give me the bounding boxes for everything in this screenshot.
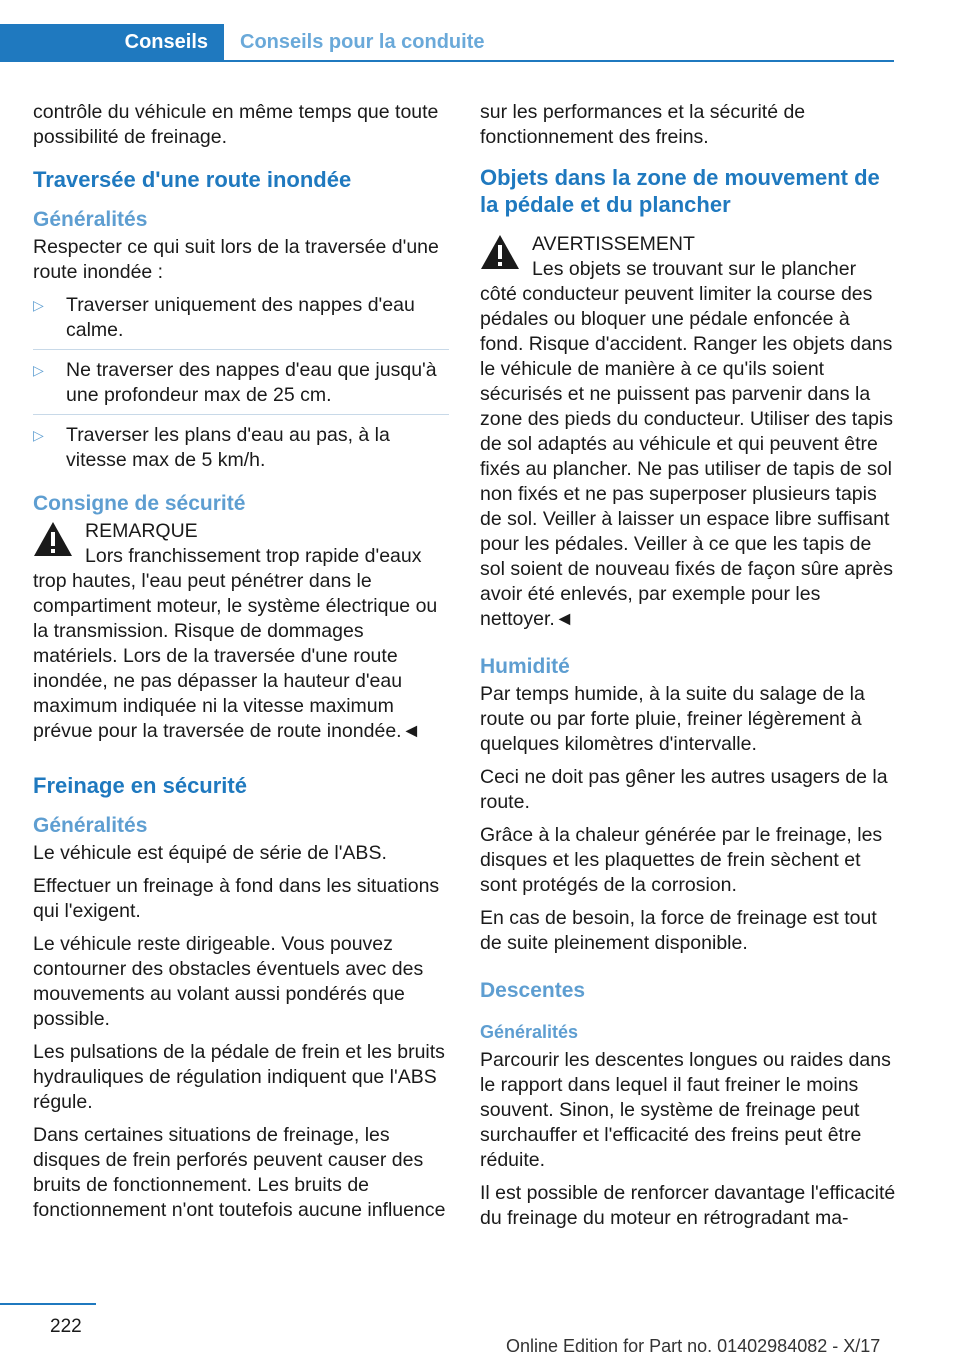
- desc-p1: Parcourir les descentes longues ou raides dans le rapport dans lequel il faut freiner le moins souvent. Sinon, le système de freinage peut surchauffer et l'efficacité des freins peut être réduite.: [480, 1049, 891, 1171]
- brake-p3: Le véhicule reste dirigeable. Vous pouvez contourner des obstacles éventuels avec des mouvements au volant aussi pondérés que possible.: [33, 933, 424, 1030]
- intro-text: contrôle du véhicule en même temps que toute possibilité de freinage.: [33, 101, 439, 148]
- heading-general-flood: Généralités: [33, 208, 148, 231]
- left-column: [33, 100, 449, 1231]
- heading-brake: Freinage en sécurité: [33, 773, 247, 798]
- triangle-bullet-icon: ▷: [33, 297, 44, 313]
- remark-box: [33, 519, 449, 744]
- list-item: ▷ Ne traverser des nappes d'eau que jusqu'à une profondeur max de 25 cm.: [33, 358, 449, 415]
- heading-descents: Descentes: [480, 979, 586, 1002]
- humid-p3: Grâce à la chaleur générée par le freinage, les disques et les plaquettes de frein sèchent et sont protégés de la corrosion.: [480, 824, 883, 896]
- heading-safety: Consigne de sécurité: [33, 492, 246, 515]
- tab-conseils-conduite[interactable]: Conseils pour la conduite: [240, 30, 485, 53]
- brake-p5: Dans certaines situations de freinage, les disques de frein perforés peuvent causer des bruits de fonctionnement. Les bruits de fonctionnement n'ont toutefois aucune influence: [33, 1124, 446, 1221]
- right-intro: sur les performances et la sécurité de fonctionnement des freins.: [480, 101, 806, 148]
- humid-p1: Par temps humide, à la suite du salage de la route ou par forte pluie, freiner légèrement à quelques kilomètres d'intervalle.: [480, 683, 865, 755]
- warning-text: Les objets se trouvant sur le plancher côté conducteur peuvent limiter la course des pédales ou bloquer une pédale enfoncée à fond. Risque d'accident. Ranger les objets dans le véhicule de manière à ce qu'ils soient sécurisés et ne puissent pas parvenir dans la zone des pieds du conducteur. Utiliser des tapis de sol adaptés au véhicule et qui peuvent être fixés au plancher. Ne pas utiliser de tapis de sol non fixés et ne pas superposer plusieurs tapis de sol. Veiller à laisser un espace libre suffisant pour les pédales. Veiller à ce que les tapis de sol soient de nouveau fixés de façon sûre après avoir été enlevés, par exemple pour les nettoyer.◄: [480, 258, 894, 630]
- triangle-bullet-icon: ▷: [33, 427, 44, 443]
- footer-divider: [0, 1303, 96, 1305]
- brake-p4: Les pulsations de la pédale de frein et les bruits hydrauliques de régulation indiquent que l'ABS régule.: [33, 1041, 445, 1113]
- flood-intro: Respecter ce qui suit lors de la traversée d'une route inondée :: [33, 236, 439, 283]
- page-number: 222: [50, 1316, 82, 1337]
- list-item: ▷ Traverser uniquement des nappes d'eau calme.: [33, 293, 449, 350]
- warning-title: AVERTISSEMENT: [532, 233, 695, 255]
- edition-text: Online Edition for Part no. 01402984082 - X/17: [506, 1336, 881, 1356]
- humid-p4: En cas de besoin, la force de freinage est tout de suite pleinement disponible.: [480, 907, 877, 954]
- tab-conseils[interactable]: Conseils: [0, 24, 224, 60]
- heading-general-brake: Généralités: [33, 814, 148, 837]
- brake-p1: Le véhicule est équipé de série de l'ABS.: [33, 842, 387, 864]
- heading-objects: Objets dans la zone de mouvement de la pédale et du plancher: [480, 165, 880, 217]
- list-item: ▷ Traverser les plans d'eau au pas, à la vitesse max de 5 km/h.: [33, 424, 390, 471]
- brake-p2: Effectuer un freinage à fond dans les situations qui l'exigent.: [33, 875, 440, 922]
- right-column: [480, 100, 896, 1239]
- flood-bullet-list: [33, 293, 449, 473]
- desc-p2: Il est possible de renforcer davantage l'efficacité du freinage du moteur en rétrogradant ma-: [480, 1182, 896, 1229]
- heading-flood: Traversée d'une route inondée: [33, 167, 352, 192]
- warning-triangle-icon: [480, 234, 520, 270]
- heading-humid: Humidité: [480, 655, 570, 678]
- triangle-bullet-icon: ▷: [33, 362, 44, 378]
- warning-triangle-icon: [33, 521, 73, 557]
- page-header: [0, 0, 960, 64]
- remark-text: Lors franchissement trop rapide d'eaux trop hautes, l'eau peut pénétrer dans le compartiment moteur, le système électrique ou la transmission. Risque de dommages matériels. Lors de la traversée d'une route inondée, ne pas dépasser la hauteur d'eau maximum indiquée ni la vitesse maximum prévue pour la traversée de route inondée.◄: [33, 545, 438, 742]
- header-divider: [0, 60, 894, 62]
- heading-general-descents: Généralités: [480, 1022, 579, 1042]
- remark-title: REMARQUE: [85, 520, 198, 542]
- humid-p2: Ceci ne doit pas gêner les autres usagers de la route.: [480, 766, 888, 813]
- warning-box: [480, 232, 896, 632]
